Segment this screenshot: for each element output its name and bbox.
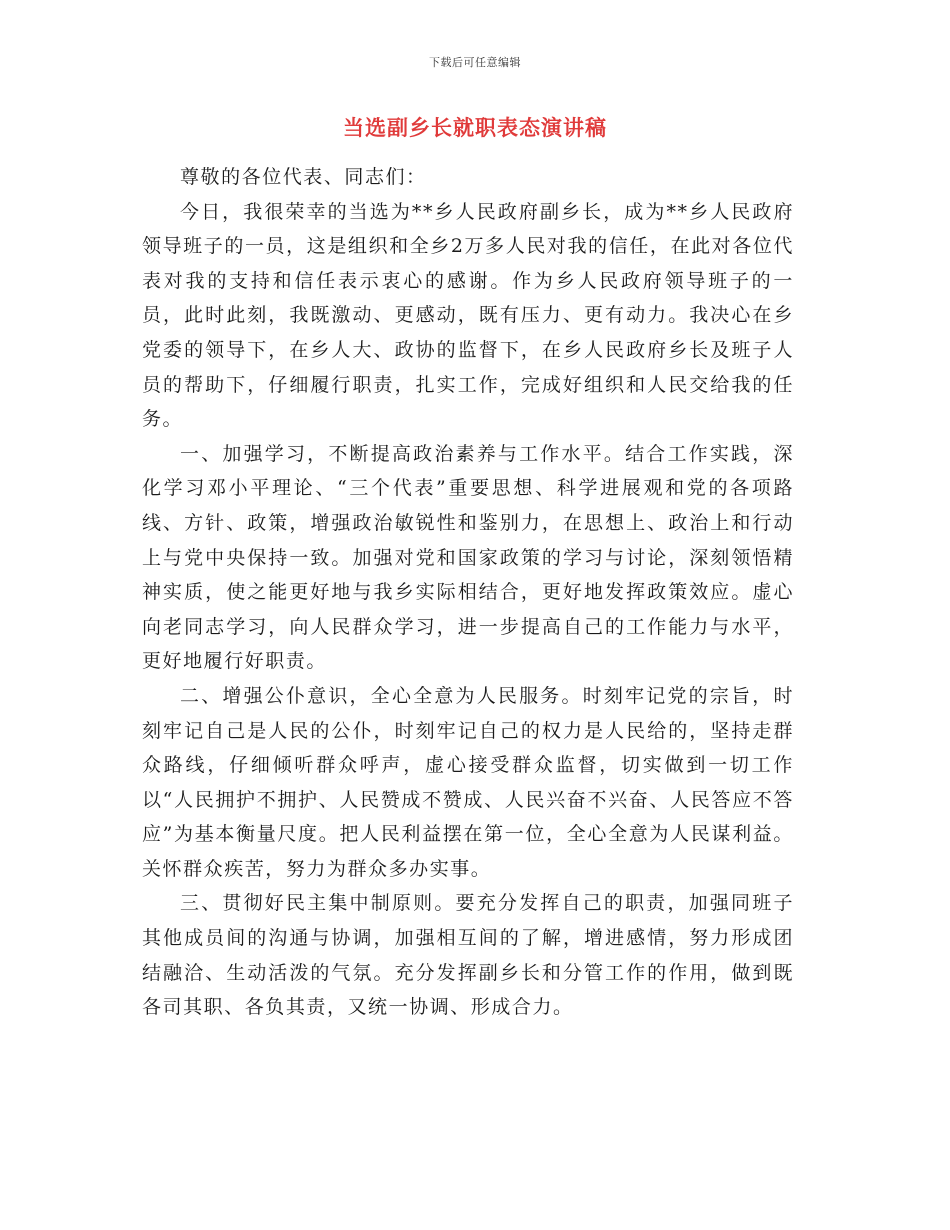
salutation: 尊敬的各位代表、同志们： <box>180 166 427 188</box>
page-title: 当选副乡长就职表态演讲稿 <box>343 115 607 140</box>
header-note: 下载后可任意编辑 <box>429 56 521 69</box>
paragraph-point-2: 二、增强公仆意识，全心全意为人民服务。时刻牢记党的宗旨，时刻牢记自己是人民的公仆，时刻牢记自己的权力是人民给的，坚持走群众路线，仔细倾听群众呼声，虚心接受群众监督，切实做到一切工作以“人民拥护不拥护、人民赞成不赞成、人民兴奋不兴奋、人民答应不答应”为基本衡量尺度。把人民利益摆在第一位，全心全意为人民谋利益。关怀群众疾苦，努力为群众多办实事。 <box>142 684 794 880</box>
paragraph-intro: 今日，我很荣幸的当选为**乡人民政府副乡长，成为**乡人民政府领导班子的一员，这是组织和全乡2万多人民对我的信任，在此对各位代表对我的支持和信任表示衷心的感谢。作为乡人民政府领导班子的一员，此时此刻，我既激动、更感动，既有压力、更有动力。我决心在乡党委的领导下，在乡人大、政协的监督下，在乡人民政府乡长及班子人员的帮助下，仔细履行职责，扎实工作，完成好组织和人民交给我的任务。 <box>142 200 794 431</box>
paragraph-point-1: 一、加强学习，不断提高政治素养与工作水平。结合工作实践，深化学习邓小平理论、“三个代表”重要思想、科学进展观和党的各项路线、方针、政策，增强政治敏锐性和鉴别力，在思想上、政治上和行动上与党中央保持一致。加强对党和国家政策的学习与讨论，深刻领悟精神实质，使之能更好地与我乡实际相结合，更好地发挥政策效应。虚心向老同志学习，向人民群众学习，进一步提高自己的工作能力与水平，更好地履行好职责。 <box>142 442 794 673</box>
paragraph-point-3: 三、贯彻好民主集中制原则。要充分发挥自己的职责，加强同班子其他成员间的沟通与协调，加强相互间的了解，增进感情，努力形成团结融洽、生动活泼的气氛。充分发挥副乡长和分管工作的作用，做到既各司其职、各负其责，又统一协调、形成合力。 <box>142 892 794 1019</box>
document-body <box>142 160 794 1025</box>
